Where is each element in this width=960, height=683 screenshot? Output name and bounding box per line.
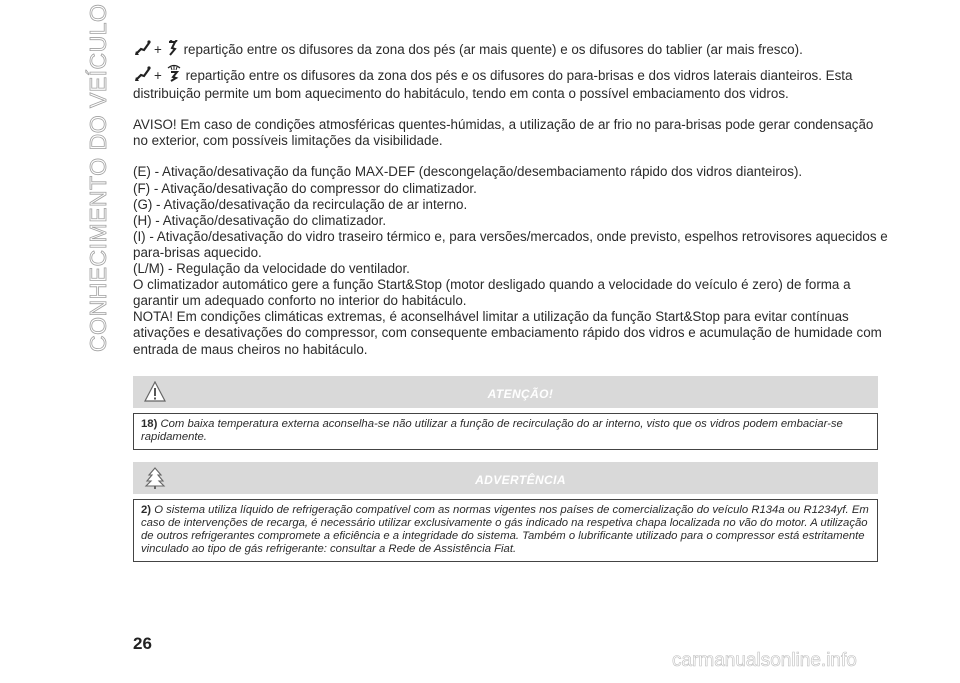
button-f-description: (F) - Ativação/desativação do compressor do climatizador. — [133, 180, 477, 196]
warning-header — [133, 376, 878, 408]
advice-text: O sistema utiliza líquido de refrigeração compatível com as normas vigentes nos países de comercialização do veículo R134a ou R1234yf. Em caso de intervenções de recarga, é necessário utilizar exclusivamente o gás indicado na respetiva chapa localizada no vão do motor. A utilização de outros refrigerantes compromete a eficiência e a integridade do sistema. Também o lubrificante utilizado para o compressor está estritamente vinculado ao tipo de gás refrigerante: consultar a Rede de Assistência Fiat. — [141, 503, 869, 555]
feet-windshield-line — [133, 64, 878, 86]
watermark-text: carmanualsonline.info — [672, 650, 857, 671]
section-side-title: CONHECIMENTO DO VEÍCULO — [85, 3, 111, 352]
nota-line-3: entrada de maus cheiros no habitáculo. — [133, 341, 368, 357]
button-g-description: (G) - Ativação/desativação da recirculação de ar interno. — [133, 196, 468, 212]
advice-title: ADVERTÊNCIA — [475, 472, 566, 487]
startstop-text-2: garantir um adequado conforto no interior do habitáculo. — [133, 293, 467, 309]
button-lm-description: (L/M) - Regulação da velocidade do ventilador. — [133, 261, 410, 277]
plus-sign: + — [154, 68, 162, 84]
aviso-line-1: AVISO! Em caso de condições atmosféricas quentes-húmidas, a utilização de ar frio no para-brisas pode gerar condensação — [133, 117, 874, 133]
advice-body — [133, 499, 878, 562]
startstop-text-1: O climatizador automático gere a função Start&Stop (motor desligado quando a velocidade do veículo é zero) de forma a — [133, 277, 851, 293]
warning-box — [133, 376, 878, 450]
distribution-text: distribuição permite um bom aquecimento do habitáculo, tendo em conta o possível embaciamento dos vidros. — [133, 86, 789, 102]
button-i-description-2: para-brisas aquecido. — [133, 244, 262, 260]
feet-airflow-icon — [133, 66, 151, 86]
aviso-line-2: no exterior, com possíveis limitações da visibilidade. — [133, 133, 443, 149]
feet-airflow-icon — [133, 40, 151, 60]
button-e-description: (E) - Ativação/desativação da função MAX-DEF (descongelação/desembaciamento rápido dos vidros dianteiros). — [133, 164, 803, 180]
page-content — [133, 40, 888, 562]
feet-windshield-text: repartição entre os difusores da zona dos pés e os difusores do para-brisas e dos vidros laterais dianteiros. Esta — [185, 68, 853, 84]
warning-number: 18) — [141, 417, 158, 430]
feet-panel-text: repartição entre os difusores da zona dos pés (ar mais quente) e os difusores do tablier (ar mais fresco). — [183, 42, 803, 57]
warning-title: ATENÇÃO! — [487, 386, 554, 401]
page-number: 26 — [133, 634, 152, 653]
advice-box — [133, 462, 878, 562]
button-h-description: (H) - Ativação/desativação do climatizador. — [133, 212, 387, 228]
windshield-airflow-icon — [166, 64, 182, 86]
nota-line-2: ativações e desativações do compressor, com consequente embaciamento rápido dos vidros e acumulação de humidade com — [133, 325, 882, 341]
warning-body — [133, 413, 878, 450]
panel-airflow-icon — [166, 40, 180, 60]
advice-number: 2) — [141, 503, 152, 516]
advice-header — [133, 462, 878, 494]
warning-text: Com baixa temperatura externa aconselha-se não utilizar a função de recirculação do ar interno, visto que os vidros podem embaciar-se rapidamente. — [141, 417, 843, 443]
button-i-description-1: (I) - Ativação/desativação do vidro traseiro térmico e, para versões/mercados, onde previsto, espelhos retrovisores aquecidos e — [133, 228, 888, 244]
nota-line-1: NOTA! Em condições climáticas extremas, é aconselhável limitar a utilização da função Start&Stop para evitar contínuas — [133, 309, 849, 325]
plus-sign: + — [154, 42, 162, 57]
feet-panel-line — [133, 40, 878, 60]
